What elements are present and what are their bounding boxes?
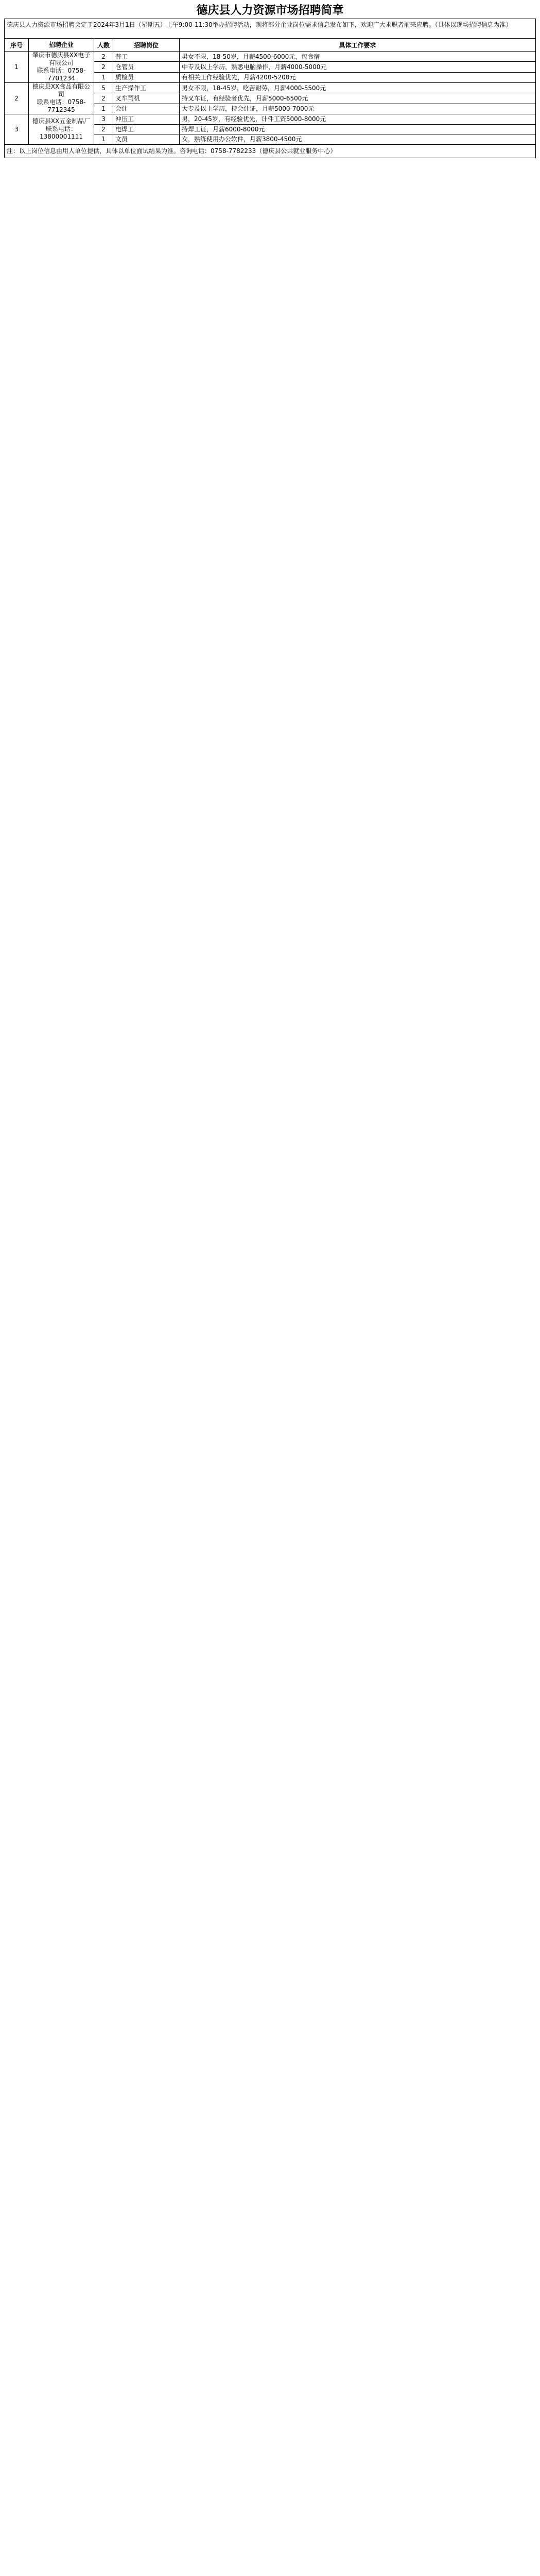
table-row — [5, 52, 536, 62]
table-body — [5, 52, 536, 145]
table-row — [5, 83, 536, 93]
position-requirements: 有相关工作经验优先，月薪4200-5200元 — [180, 72, 536, 82]
position-count: 1 — [94, 72, 113, 82]
position-count: 5 — [94, 83, 113, 93]
company-cell — [29, 52, 94, 83]
company-name: 肇庆市德庆县XX电子有限公司 — [32, 52, 91, 66]
header-company: 招聘企业 — [29, 39, 94, 52]
position-title: 质检员 — [113, 72, 180, 82]
header-position: 招聘岗位 — [113, 39, 180, 52]
table-row — [5, 114, 536, 125]
position-title: 叉车司机 — [113, 93, 180, 104]
position-title: 电焊工 — [113, 124, 180, 134]
position-requirements: 男，20-45岁，有经验优先，计件工资5000-8000元 — [180, 114, 536, 125]
footnote: 注：以上岗位信息由用人单位提供，具体以单位面试结果为准。咨询电话：0758-7782233（德庆县公共就业服务中心） — [4, 145, 536, 158]
position-title: 冲压工 — [113, 114, 180, 125]
position-count: 2 — [94, 93, 113, 104]
position-count: 2 — [94, 124, 113, 134]
position-title: 文员 — [113, 134, 180, 145]
position-requirements: 持叉车证，有经验者优先，月薪5000-6500元 — [180, 93, 536, 104]
position-requirements: 男女不限，18-50岁，月薪4500-6000元，包食宿 — [180, 52, 536, 62]
company-cell — [29, 83, 94, 114]
header-conditions: 具体工作要求 — [180, 39, 536, 52]
position-count: 3 — [94, 114, 113, 125]
company-contact: 联系电话：0758-7701234 — [37, 67, 86, 82]
table-header-row — [5, 39, 536, 52]
recruitment-table — [4, 38, 536, 145]
company-contact: 联系电话：0758-7712345 — [37, 98, 86, 113]
position-count: 2 — [94, 52, 113, 62]
intro-text: 德庆县人力资源市场招聘会定于2024年3月1日（星期五）上午9:00-11:30举办招聘活动，现将部分企业岗位需求信息发布如下，欢迎广大求职者前来应聘。（具体以现场招聘信息为准） — [4, 19, 536, 38]
position-title: 仓管员 — [113, 62, 180, 72]
position-requirements: 大专及以上学历，持会计证，月薪5000-7000元 — [180, 104, 536, 114]
position-count: 2 — [94, 62, 113, 72]
position-requirements: 中专及以上学历，熟悉电脑操作，月薪4000-5000元 — [180, 62, 536, 72]
company-name: 德庆县XX五金制品厂 — [32, 117, 91, 125]
header-count: 人数 — [94, 39, 113, 52]
company-no: 2 — [5, 83, 29, 114]
position-requirements: 女，熟练使用办公软件，月薪3800-4500元 — [180, 134, 536, 145]
position-count: 1 — [94, 134, 113, 145]
page-title: 德庆县人力资源市场招聘简章 — [196, 4, 344, 17]
position-count: 1 — [94, 104, 113, 114]
company-name: 德庆县XX食品有限公司 — [32, 83, 91, 98]
position-requirements: 持焊工证，月薪6000-8000元 — [180, 124, 536, 134]
position-title: 生产操作工 — [113, 83, 180, 93]
position-title: 普工 — [113, 52, 180, 62]
position-requirements: 男女不限，18-45岁，吃苦耐劳，月薪4000-5500元 — [180, 83, 536, 93]
position-title: 会计 — [113, 104, 180, 114]
header-no: 序号 — [5, 39, 29, 52]
company-no: 1 — [5, 52, 29, 83]
company-cell — [29, 114, 94, 145]
company-no: 3 — [5, 114, 29, 145]
company-contact: 联系电话：13800001111 — [40, 125, 83, 141]
